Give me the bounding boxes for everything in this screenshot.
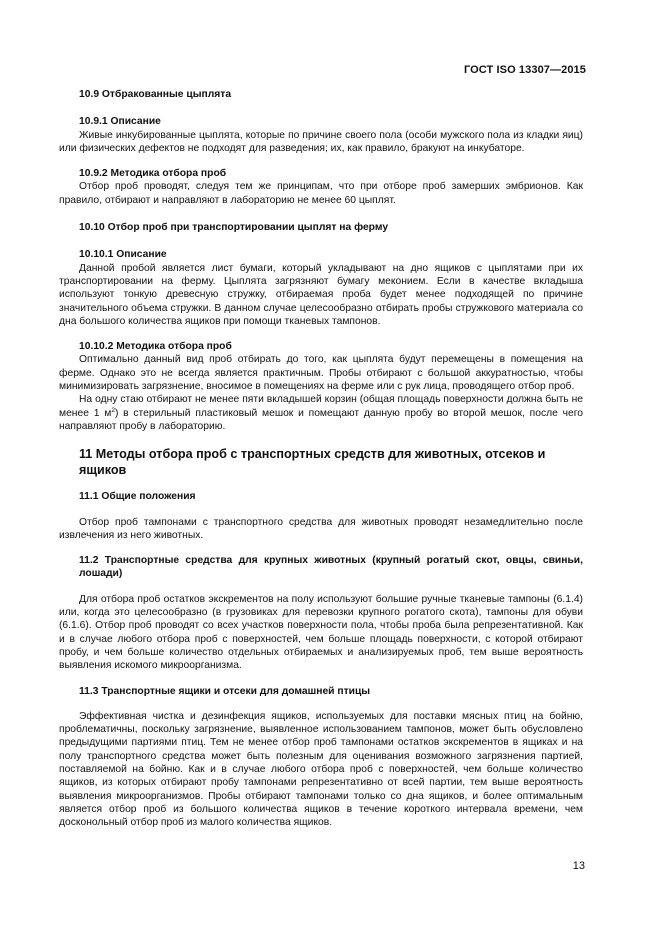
- page-number: 13: [572, 860, 585, 872]
- section-11-2-title: 11.2 Транспортные средства для крупных животных (крупный рогатый скот, овцы, свиньи, лошади): [79, 555, 583, 580]
- section-10-10-title: 10.10 Отбор проб при транспортировании цыплят на ферму: [79, 222, 389, 234]
- section-10-9-2-title: 10.9.2 Методика отбора проб: [79, 168, 227, 180]
- section-10-10-2-text-2: [59, 393, 583, 433]
- section-11-title: 11 Методы отбора проб с транспортных средств для животных, отсеков и ящиков: [79, 447, 546, 477]
- section-10-9-title: 10.9 Отбракованные цыплята: [79, 89, 232, 100]
- section-10-10-1-text: Данной пробой является лист бумаги, который укладывают на дно ящиков с цыплятами при их транспортировании на ферму. Цыплята загрязняют бумагу меконием. Если в качестве вкладыша используют тонкую древесную стружку, отбираемая проба будет менее подходящей по причине значительного объема стружки. В данном случае целесообразно отбирать пробы стружкового материала со дна большого количества ящиков при помощи тканевых тампонов.: [59, 262, 583, 327]
- page-content: [59, 88, 583, 829]
- section-10-9-2-text: Отбор проб проводят, следуя тем же принципам, что при отборе проб замерших эмбрионов. Как правило, отбирают и направляют в лабораторию не менее 60 цыплят.: [59, 181, 583, 206]
- section-10-10-2-text-1: Оптимально данный вид проб отбирать до того, как цыплята будут перемещены в помещения на ферме. Однако это не всегда является практичным. Пробы отбирают с большой аккуратностью, чтобы минимизировать загрязнение, вносимое в помещениях на ферме или с рук лица, проводящего отбор проб.: [59, 354, 583, 393]
- superscript: 2: [111, 406, 115, 414]
- section-10-10-1-title: 10.10.1 Описание: [79, 249, 167, 261]
- section-11-1-text: Отбор проб тампонами с транспортного средства для животных проводят незамедлительно после извлечения из него животных.: [59, 516, 583, 541]
- section-10-9-1-text: Живые инкубированные цыплята, которые по причине своего пола (особи мужского пола из кладки яиц) или физических дефектов не подходят для разведения; их, как правило, бракуют на инкубаторе.: [59, 129, 583, 154]
- text-part-b: ) в стерильный пластиковый мешок и помещают данную пробу во второй мешок, после чего направляют пробу в лабораторию.: [59, 407, 583, 432]
- section-10-9-1-title: 10.9.1 Описание: [79, 116, 161, 128]
- section-11-2-text: Для отбора проб остатков экскрементов на полу используют большие ручные тканевые тампоны (6.1.4) или, когда это целесообразно (в грузовиках для перевозки крупного рогатого скота), тампоны для обуви (6.1.6). Отбор проб проводят со всех участков поверхности пола, чтобы проба была репрезентативной. Как и в случае любого отбора проб с поверхностей, чем больше площадь поверхности, с которой отбирают пробу, и чем больше количество отдельных отбираемых и анализируемых проб, тем выше вероятность выявления искомого микроорганизма.: [59, 593, 583, 672]
- document-code: ГОСТ ISO 13307—2015: [463, 64, 586, 76]
- text-part-a: На одну стаю отбирают не менее пяти вкладышей корзин (общая площадь поверхности должна быть не менее 1 м: [59, 394, 583, 419]
- section-10-10-2-title: 10.10.2 Методика отбора проб: [79, 341, 232, 353]
- section-11-3-title: 11.3 Транспортные ящики и отсеки для домашней птицы: [79, 685, 371, 697]
- section-11-1-title: 11.1 Общие положения: [79, 491, 196, 503]
- section-11-3-text: Эффективная чистка и дезинфекция ящиков, используемых для поставки мясных птиц на бойню, проблематичны, поскольку загрязнение, выявленное использованием тампонов, может быть обусловлено предыдущими партиями птиц. Тем не менее отбор проб тампонами остатков экскрементов в ящиках и на полу транспортного средства может быть полезным для оценивания возможного загрязнения партией, поставляемой на бойню. Как и в случае любого отбора проб с поверхностей, чем больше количество ящиков, из которых отбирают пробу тампонами репрезентативно от всей партии, тем выше вероятность выявления микроорганизмов. Пробы отбирают тампонами только со дна ящиков, и более оптимальным является отбор проб из большого количества ящиков в течение короткого интервала времени, чем досконольный отбор проб из малого количества ящиков.: [59, 710, 583, 829]
